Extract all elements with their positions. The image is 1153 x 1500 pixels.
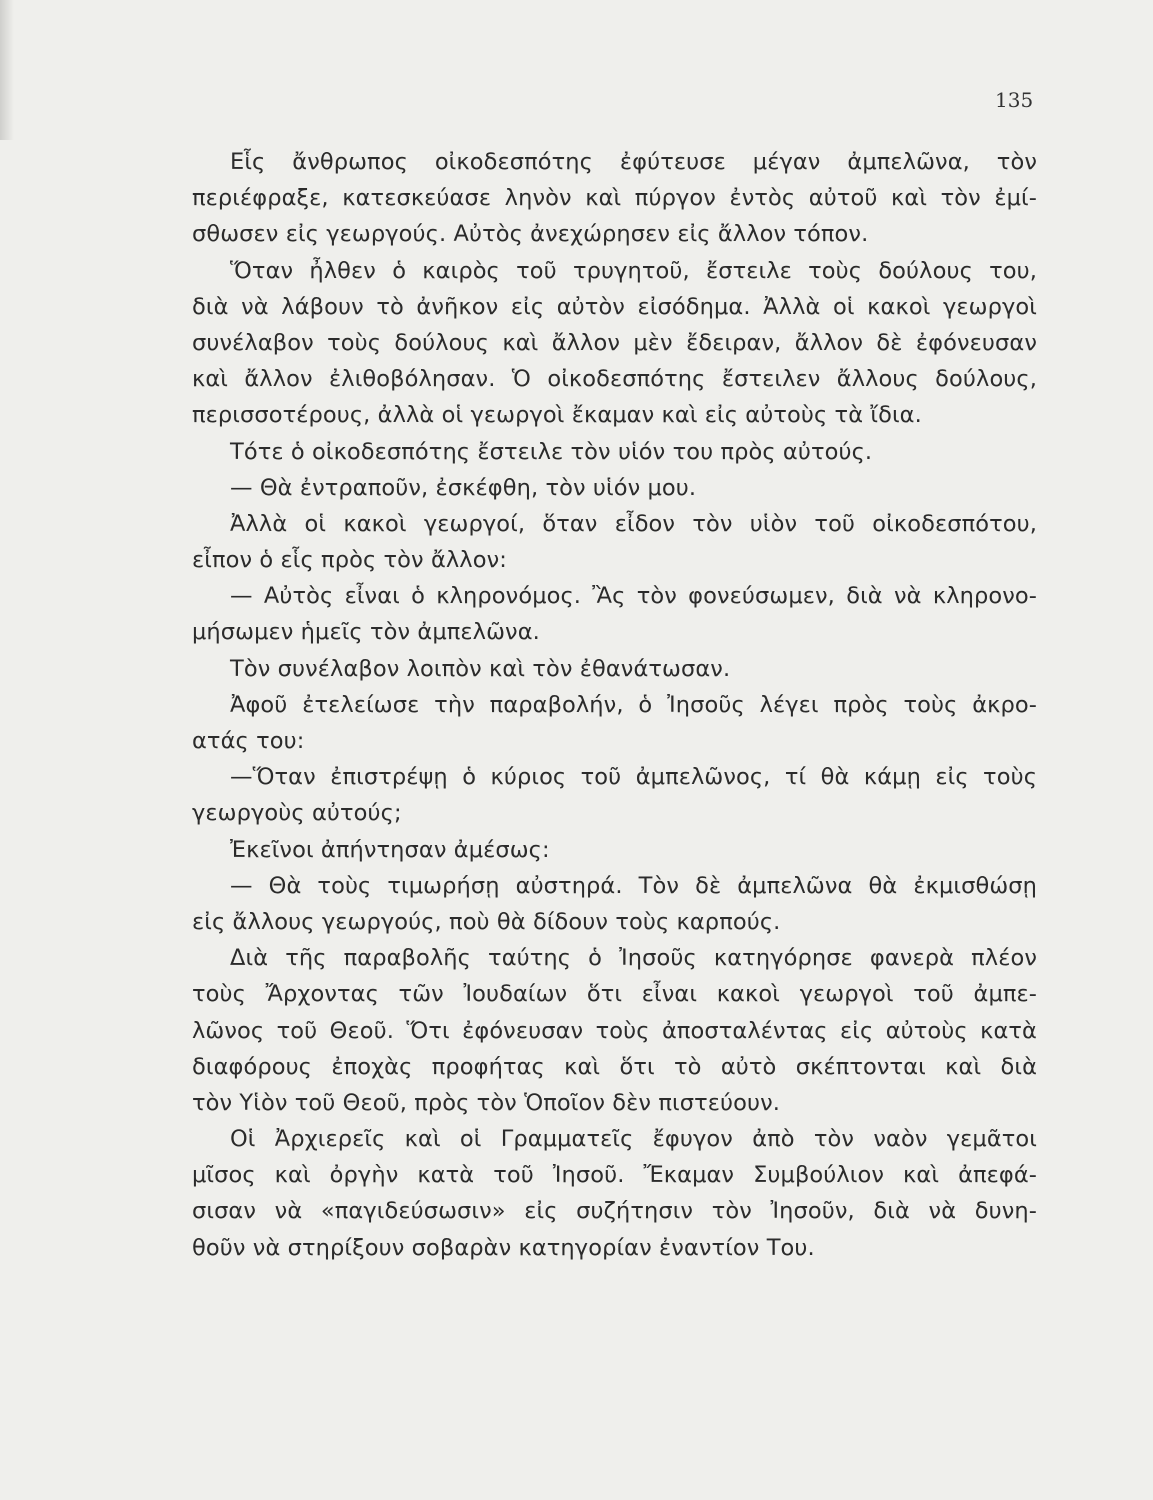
text-line: καὶ ἄλλον ἐλιθοβόλησαν. Ὁ οἰκοδεσπότης ἔστειλεν ἄλλους δούλους, (192, 366, 1037, 393)
page-number: 135 (995, 88, 1034, 112)
text-line: μήσωμεν ἡμεῖς τὸν ἀμπελῶνα. (192, 619, 540, 646)
text-line: θοῦν νὰ στηρίξουν σοβαρὰν κατηγορίαν ἐναντίον Του. (192, 1234, 815, 1261)
text-line: λῶνος τοῦ Θεοῦ. Ὅτι ἐφόνευσαν τοὺς ἀποσταλέντας εἰς αὐτοὺς κατὰ (192, 1017, 1037, 1044)
text-line: Διὰ τῆς παραβολῆς ταύτης ὁ Ἰησοῦς κατηγόρησε φανερὰ πλέον (230, 945, 1037, 972)
text-line: — Θὰ ἐντραποῦν, ἐσκέφθη, τὸν υἱόν μου. (230, 474, 697, 501)
text-line: — Θὰ τοὺς τιμωρήσῃ αὐστηρά. Τὸν δὲ ἀμπελῶνα θὰ ἐκμισθώσῃ (230, 872, 1037, 899)
text-line: — Αὐτὸς εἶναι ὁ κληρονόμος. Ἂς τὸν φονεύσωμεν, διὰ νὰ κληρονο- (230, 583, 1037, 610)
text-line: εἶπον ὁ εἷς πρὸς τὸν ἄλλον: (192, 547, 507, 574)
text-line: Ἐκεῖνοι ἀπήντησαν ἀμέσως: (230, 836, 550, 863)
text-line: Οἱ Ἀρχιερεῖς καὶ οἱ Γραμματεῖς ἔφυγον ἀπὸ τὸν ναὸν γεμᾶτοι (230, 1126, 1037, 1153)
text-line: Εἷς ἄνθρωπος οἰκοδεσπότης ἐφύτευσε μέγαν ἀμπελῶνα, τὸν (230, 149, 1037, 175)
body-text (192, 144, 1037, 1266)
text-line: τὸν Υἱὸν τοῦ Θεοῦ, πρὸς τὸν Ὁποῖον δὲν πιστεύουν. (192, 1089, 780, 1116)
text-line: ατάς του: (192, 728, 305, 754)
text-line: μῖσος καὶ ὀργὴν κατὰ τοῦ Ἰησοῦ. Ἔκαμαν Συμβούλιον καὶ ἀπεφά- (192, 1162, 1037, 1189)
text-line: Ἀλλὰ οἱ κακοὶ γεωργοί, ὅταν εἶδον τὸν υἱὸν τοῦ οἰκοδεσπότου, (230, 510, 1037, 537)
text-line: σθωσεν εἰς γεωργούς. Αὐτὸς ἀνεχώρησεν εἰς ἄλλον τόπον. (192, 221, 869, 248)
text-line: διὰ νὰ λάβουν τὸ ἀνῆκον εἰς αὐτὸν εἰσόδημα. Ἀλλὰ οἱ κακοὶ γεωργοὶ (192, 293, 1037, 320)
text-line: διαφόρους ἐποχὰς προφήτας καὶ ὅτι τὸ αὐτὸ σκέπτονται καὶ διὰ (192, 1053, 1037, 1080)
text-line: τοὺς Ἄρχοντας τῶν Ἰουδαίων ὅτι εἶναι κακοὶ γεωργοὶ τοῦ ἀμπε- (192, 981, 1037, 1008)
page-edge-shadow (0, 0, 14, 140)
text-line: σισαν νὰ «παγιδεύσωσιν» εἰς συζήτησιν τὸν Ἰησοῦν, διὰ νὰ δυνη- (192, 1198, 1037, 1225)
text-line: περιέφραξε, κατεσκεύασε ληνὸν καὶ πύργον ἐντὸς αὐτοῦ καὶ τὸν ἐμί- (192, 185, 1037, 212)
text-line: Τότε ὁ οἰκοδεσπότης ἔστειλε τὸν υἱόν του πρὸς αὐτούς. (230, 438, 873, 465)
text-line: Ἀφοῦ ἐτελείωσε τὴν παραβολήν, ὁ Ἰησοῦς λέγει πρὸς τοὺς ἀκρο- (230, 691, 1037, 718)
text-line: εἰς ἄλλους γεωργούς, ποὺ θὰ δίδουν τοὺς καρπούς. (192, 908, 781, 935)
text-line: περισσοτέρους, ἀλλὰ οἱ γεωργοὶ ἔκαμαν καὶ εἰς αὐτοὺς τὰ ἴδια. (192, 402, 922, 429)
text-line: γεωργοὺς αὐτούς; (192, 800, 402, 827)
text-line: συνέλαβον τοὺς δούλους καὶ ἄλλον μὲν ἔδειραν, ἄλλον δὲ ἐφόνευσαν (192, 329, 1037, 356)
text-line: —Ὅταν ἐπιστρέψῃ ὁ κύριος τοῦ ἀμπελῶνος, τί θὰ κάμῃ εἰς τοὺς (230, 764, 1037, 791)
text-line: Ὅταν ἦλθεν ὁ καιρὸς τοῦ τρυγητοῦ, ἔστειλε τοὺς δούλους του, (230, 257, 1037, 284)
text-line: Τὸν συνέλαβον λοιπὸν καὶ τὸν ἐθανάτωσαν. (230, 655, 731, 682)
